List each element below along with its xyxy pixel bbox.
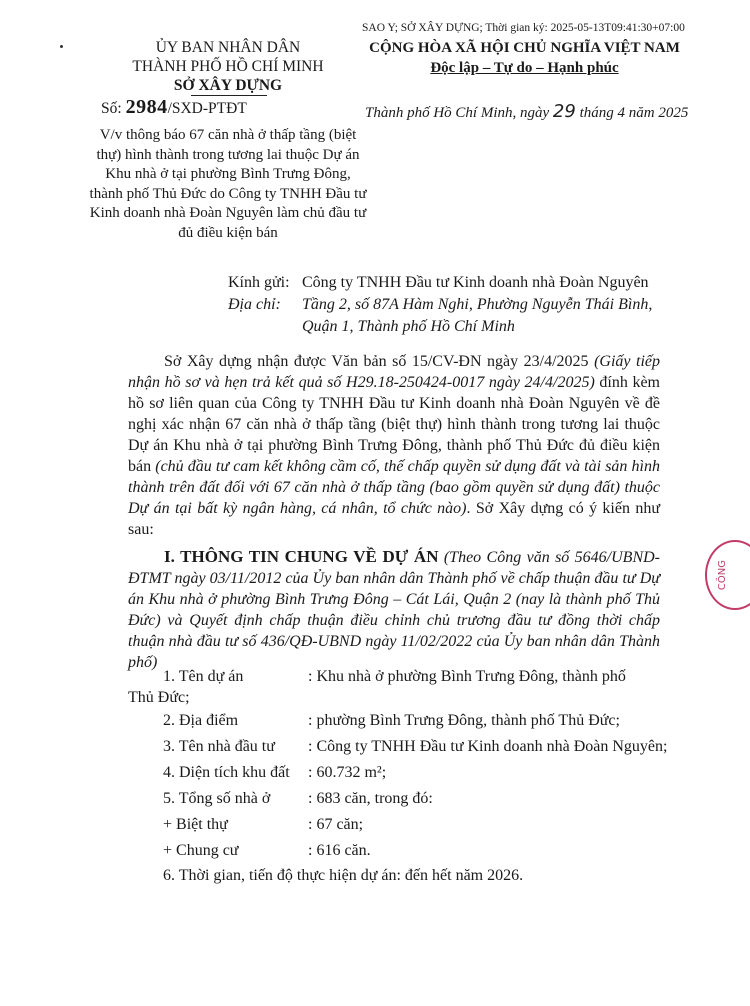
doc-number-value: 2984 [125,96,168,118]
intro-text-3: . Sở Xây dựng có ý kiến như sau: [128,500,660,538]
item-2-label: 2. Địa điểm [163,712,239,729]
section-1-title: I. THÔNG TIN CHUNG VỀ DỰ ÁN [164,547,439,566]
item-1-label: 1. Tên dự án [163,668,244,685]
intro-commitment: (chủ đầu tư cam kết không cầm cố, thế chấp quyền sử dụng đất và tài sản hình thành trên đất đối với 67 căn nhà ở thấp tầng (bao gồm quyền sử dụng đất) thuộc Dự án tại bất kỳ ngân hàng, cá nhân, tổ chức nào) [128,458,660,517]
recipient-block [228,272,652,338]
intro-paragraph [128,351,660,540]
issuer-department: SỞ XÂY DỰNG [173,77,283,94]
document-date [365,101,688,122]
intro-text-1: Sở Xây dựng nhận được Văn bản số 15/CV-ĐN ngày 23/4/2025 [164,353,595,370]
issuer-line-1: ỦY BAN NHÂN DÂN [155,39,301,56]
item-5b-value: : 616 căn. [308,842,371,859]
item-6: 6. Thời gian, tiến độ thực hiện dự án: đến hết năm 2026. [163,867,524,884]
item-5a-value: : 67 căn; [308,816,364,833]
item-3-value: : Công ty TNHH Đầu tư Kinh doanh nhà Đoàn Nguyên; [308,738,668,755]
national-motto: Độc lập – Tự do – Hạnh phúc [430,60,619,76]
recipient-label: Kính gửi: [228,274,290,291]
issuer-header [88,38,368,95]
red-seal-edge [705,540,750,610]
item-5b-label: + Chung cư [163,842,239,859]
item-1-continuation: Thủ Đức; [128,689,190,706]
intro-text-2: đính kèm hồ sơ liên quan của Công ty TNHH Đầu tư Kinh doanh nhà Đoàn Nguyên về đề nghị xác nhận 67 căn nhà ở thấp tầng (biệt thự) hình thành trong tương lai thuộc Dự án Khu nhà ở tại phường Bình Trưng Đông, thành phố Thủ Đức đủ điều kiện bán [128,374,660,475]
copy-signature-stamp: SAO Y; SỞ XÂY DỰNG; Thời gian ký: 2025-05-13T09:41:30+07:00 [362,22,685,34]
address-line-2: Quận 1, Thành phố Hồ Chí Minh [302,318,515,335]
date-prefix: Thành phố Hồ Chí Minh, ngày [365,105,553,121]
doc-number-label: Số: [101,100,126,117]
section-1-heading [128,546,660,673]
address-label: Địa chỉ: [228,296,281,313]
date-day: 29 [552,101,576,122]
section-1-note: (Theo Công văn số 5646/UBND-ĐTMT ngày 03/11/2012 của Ủy ban nhân dân Thành phố về chấp thuận đầu tư Dự án Khu nhà ở phường Bình Trưng Đông – Cát Lái, Quận 2 (nay là thành phố Thủ Đức) và Quyết định chấp thuận điều chỉnh chủ trương đầu tư đồng thời chấp thuận nhà đầu tư số 436/QĐ-UBND ngày 11/02/2022 của Ủy ban nhân dân Thành phố) [128,549,660,671]
document-subject: V/v thông báo 67 căn nhà ở thấp tầng (biệt thự) hình thành trong tương lai thuộc Dự án Khu nhà ở tại phường Bình Trưng Đông, thành phố Thủ Đức do Công ty TNHH Đầu tư Kinh doanh nhà Đoàn Nguyên làm chủ đầu tư đủ điều kiện bán [89,127,367,241]
item-5-label: 5. Tổng số nhà ở [163,790,271,807]
issuer-line-2: THÀNH PHỐ HỒ CHÍ MINH [132,58,324,75]
doc-number-suffix: /SXD-PTĐT [167,100,247,117]
recipient-name: Công ty TNHH Đầu tư Kinh doanh nhà Đoàn Nguyên [302,274,649,291]
intro-reference: (Giấy tiếp nhận hồ sơ và hẹn trả kết quả số H29.18-250424-0017 ngày 24/4/2025) [128,353,661,391]
address-line-1: Tầng 2, số 87A Hàm Nghi, Phường Nguyễn Thái Bình, [302,296,653,313]
item-2-value: : phường Bình Trưng Đông, thành phố Thủ Đức; [308,712,620,729]
item-4-value: : 60.732 m²; [308,764,387,781]
scan-speck [60,45,63,48]
item-1-value: : Khu nhà ở phường Bình Trưng Đông, thành phố [308,668,626,685]
item-4-label: 4. Diện tích khu đất [163,764,290,781]
document-number [101,96,247,119]
item-3-label: 3. Tên nhà đầu tư [163,738,275,755]
date-suffix: tháng 4 năm 2025 [575,105,689,121]
national-title: CỘNG HÒA XÃ HỘI CHỦ NGHĨA VIỆT NAM [369,40,680,56]
item-5a-label: + Biệt thự [163,816,228,833]
national-header [352,38,697,78]
seal-text: CÔNG [717,559,728,591]
item-5-value: : 683 căn, trong đó: [308,790,433,807]
